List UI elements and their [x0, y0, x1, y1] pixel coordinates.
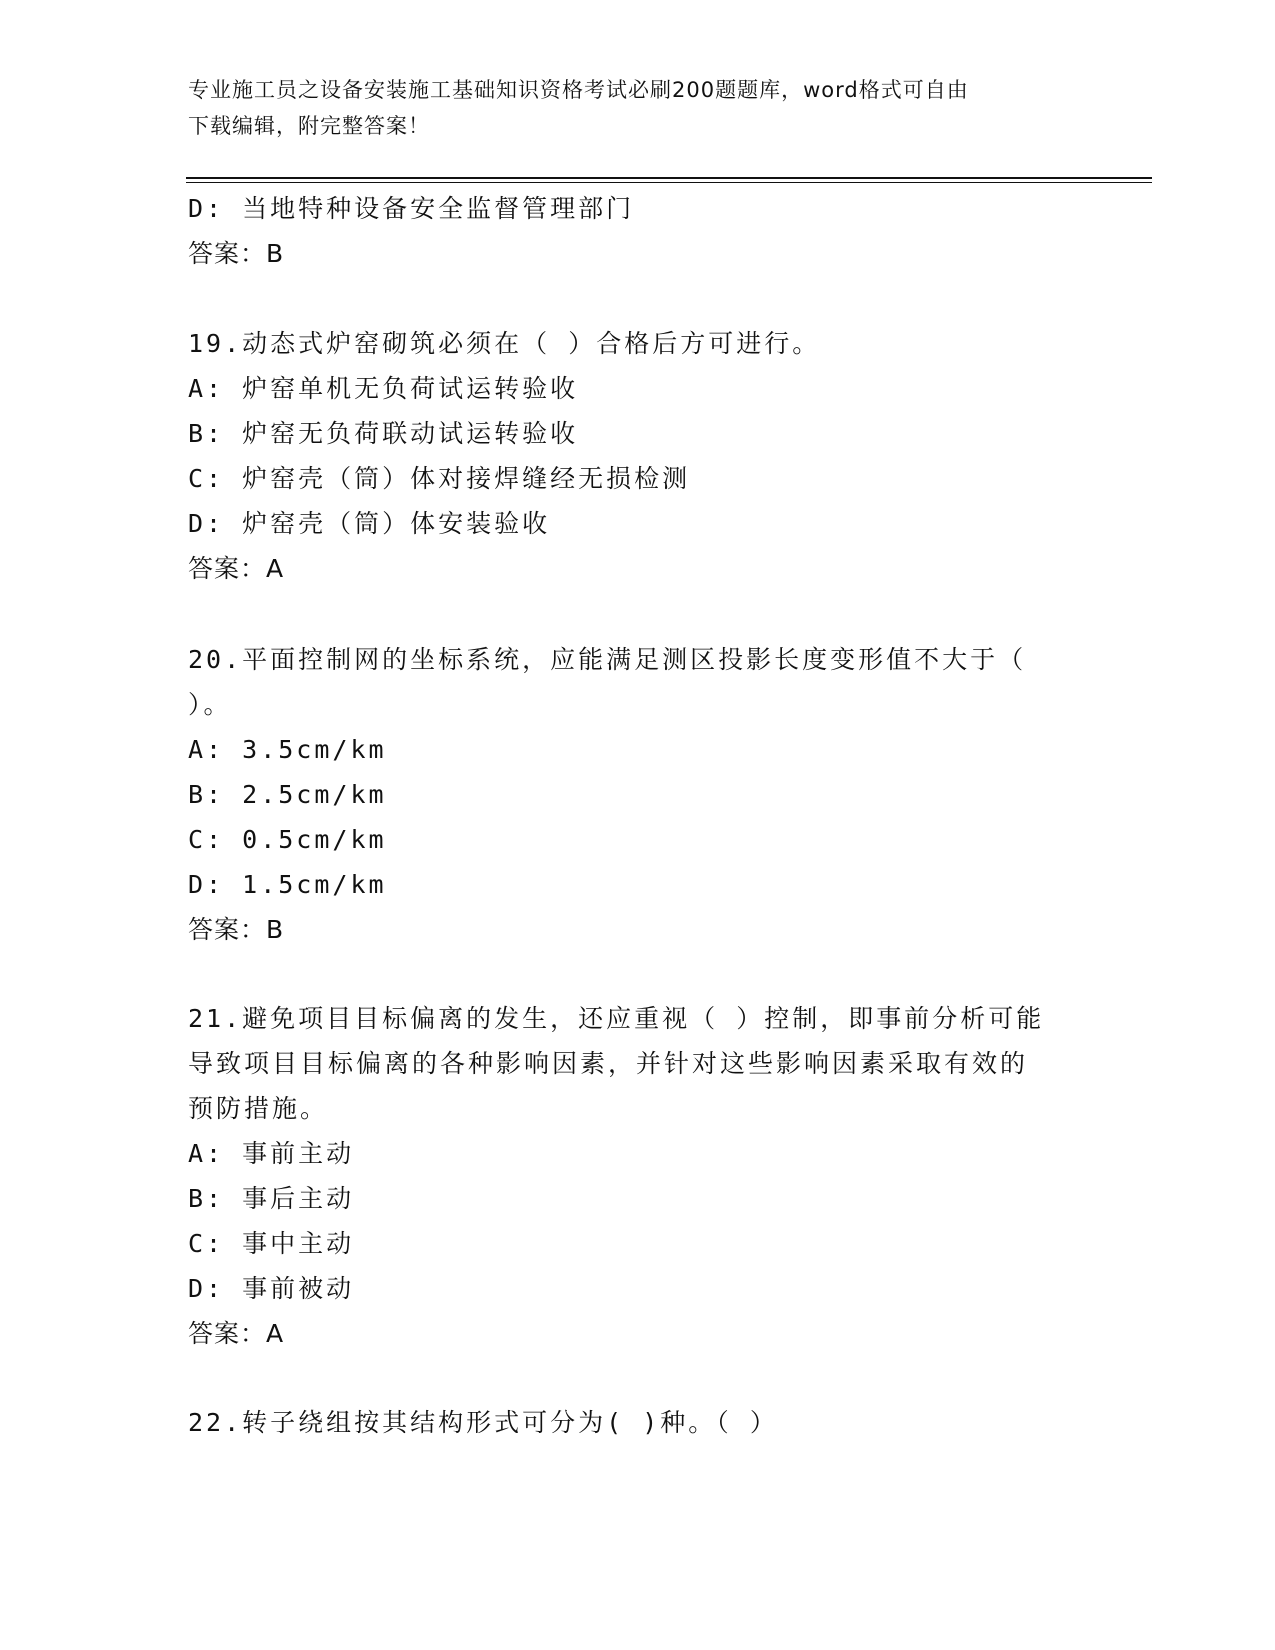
question-21-block: [188, 996, 1068, 1356]
q18-answer: 答案：B: [188, 239, 285, 268]
q21-question-line-2: 导致项目目标偏离的各种影响因素，并针对这些影响因素采取有效的: [188, 1049, 1029, 1078]
q20-answer: 答案：B: [188, 915, 285, 944]
q22-question: 22.转子绕组按其结构形式可分为( )种。（ ）: [188, 1408, 778, 1437]
q21-question-line-3: 预防措施。: [188, 1094, 329, 1123]
question-22-block: [188, 1400, 1068, 1445]
question-19-block: [188, 321, 1068, 591]
q19-option-b: B: 炉窑无负荷联动试运转验收: [188, 419, 579, 448]
question-18-block: [188, 186, 1068, 276]
header-divider-thick: [186, 177, 1152, 179]
q20-option-a: A: 3.5cm/km: [188, 735, 387, 764]
q20-option-b: B: 2.5cm/km: [188, 780, 387, 809]
q20-option-d: D: 1.5cm/km: [188, 870, 387, 899]
q20-question-line-1: 20.平面控制网的坐标系统，应能满足测区投影长度变形值不大于（: [188, 645, 1027, 674]
document-header: [188, 72, 1068, 144]
q19-option-d: D: 炉窑壳（筒）体安装验收: [188, 509, 551, 538]
header-divider-thin: [186, 182, 1152, 183]
q20-question-line-2: ）。: [188, 690, 232, 719]
q21-question-line-1: 21.避免项目目标偏离的发生，还应重视（ ）控制，即事前分析可能: [188, 1004, 1045, 1033]
q19-question: 19.动态式炉窑砌筑必须在（ ）合格后方可进行。: [188, 329, 821, 358]
q21-option-a: A: 事前主动: [188, 1139, 355, 1168]
q21-option-b: B: 事后主动: [188, 1184, 355, 1213]
q21-option-d: D: 事前被动: [188, 1274, 355, 1303]
question-20-block: [188, 637, 1068, 952]
q18-option-d: D: 当地特种设备安全监督管理部门: [188, 194, 635, 223]
q19-option-c: C: 炉窑壳（筒）体对接焊缝经无损检测: [188, 464, 691, 493]
q19-answer: 答案：A: [188, 554, 285, 583]
q21-answer: 答案：A: [188, 1319, 285, 1348]
header-title-line-2: 下载编辑，附完整答案！: [188, 114, 430, 138]
q19-option-a: A: 炉窑单机无负荷试运转验收: [188, 374, 579, 403]
header-title-line-1: 专业施工员之设备安装施工基础知识资格考试必刷200题题库，word格式可自由: [188, 78, 969, 102]
q20-option-c: C: 0.5cm/km: [188, 825, 387, 854]
q21-option-c: C: 事中主动: [188, 1229, 355, 1258]
